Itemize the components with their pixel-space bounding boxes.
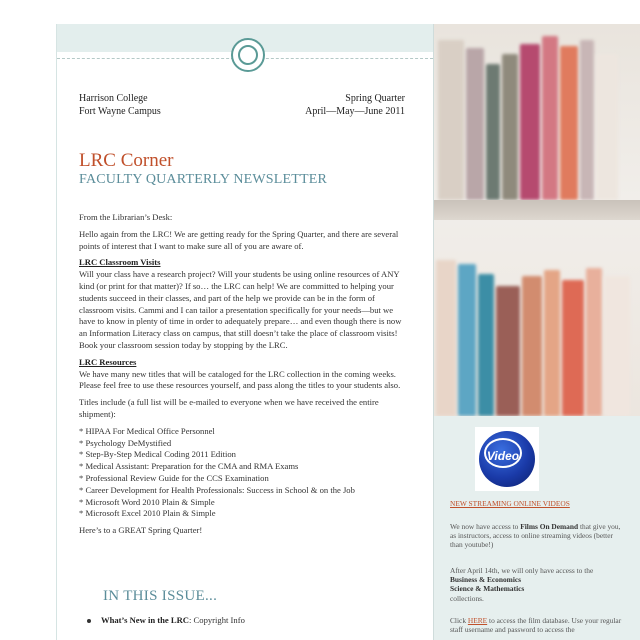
video-label: Video bbox=[486, 449, 520, 463]
header-left bbox=[79, 92, 161, 118]
issue-item-bold: What’s New in the LRC bbox=[101, 615, 190, 625]
list-item: * Medical Assistant: Preparation for the CMA and RMA Exams bbox=[79, 461, 299, 472]
main-column bbox=[57, 24, 433, 640]
resources-heading: LRC Resources bbox=[79, 356, 137, 367]
page-title: LRC Corner bbox=[79, 150, 174, 171]
titles-list bbox=[79, 426, 405, 520]
circle-emblem-icon bbox=[231, 38, 265, 72]
titles-intro: Titles include (a full list will be e-mailed to everyone when we have received the entire shipment): bbox=[79, 397, 379, 419]
article-body bbox=[79, 212, 405, 542]
sidebar-paragraph-1 bbox=[450, 522, 626, 550]
sidebar bbox=[433, 24, 640, 640]
visits-paragraph: Will your class have a research project? Will your students be using online resources of ANY kind (or print for that matter)? If so… the LRC can help! We are committed to helping your students succeed in their classes, and part of the help we provide can be in the form of classroom visits. Cammi and I can tailor a presentation specifically for your needs—but we have to know in plenty of time in order to adequately prepare… and even though there is now an Information Literacy class on campus, that still doesn’t take the place of classroom visits! Book your classroom session today by stopping by the LRC. bbox=[79, 269, 402, 350]
list-item: * Microsoft Excel 2010 Plain & Simple bbox=[79, 508, 216, 519]
sidebar-paragraph-3 bbox=[450, 616, 626, 634]
p3-text-a: Click bbox=[450, 616, 468, 625]
business-collection: Business & Economics bbox=[450, 575, 522, 585]
library-books-photo bbox=[434, 24, 640, 416]
list-item: * Professional Review Guide for the CCS Examination bbox=[79, 472, 269, 483]
p1-text-a: We now have access to bbox=[450, 522, 521, 531]
from-line: From the Librarian’s Desk: bbox=[79, 212, 173, 222]
issue-item-rest: : Copyright Info bbox=[189, 615, 245, 625]
visits-heading: LRC Classroom Visits bbox=[79, 257, 161, 268]
months-label: April—May—June 2011 bbox=[305, 106, 405, 117]
list-item: * Step-By-Step Medical Coding 2011 Edition bbox=[79, 449, 236, 460]
list-item: * Career Development for Health Professionals: Success in School & on the Job bbox=[79, 484, 355, 495]
here-link[interactable]: HERE bbox=[467, 616, 488, 625]
campus-name: Fort Wayne Campus bbox=[79, 106, 161, 117]
p3-text-b: to access the film database. Use your regular staff username and password to access the bbox=[450, 616, 622, 635]
in-this-issue-heading: IN THIS ISSUE... bbox=[103, 588, 218, 604]
sidebar-paragraph-2 bbox=[450, 566, 626, 603]
newsletter-page bbox=[56, 24, 640, 640]
issue-item[interactable] bbox=[87, 615, 245, 625]
quarter-label: Spring Quarter bbox=[345, 93, 405, 104]
video-logo[interactable] bbox=[475, 427, 539, 491]
greeting-paragraph: Hello again from the LRC! We are getting ready for the Spring Quarter, and there are several points of interest that I want to make sure all of you are aware of. bbox=[79, 228, 399, 251]
closing-line: Here’s to a GREAT Spring Quarter! bbox=[79, 525, 203, 536]
page-subtitle: FACULTY QUARTERLY NEWSLETTER bbox=[79, 172, 328, 187]
p1-text-c: that give you, as instructors, access to online streaming videos (better than youtube!) bbox=[450, 522, 621, 550]
science-collection: Science & Mathematics bbox=[450, 584, 525, 594]
list-item: * Microsoft Word 2010 Plain & Simple bbox=[79, 496, 215, 507]
p2-text-a: After April 14th, we will only have access to the bbox=[450, 566, 594, 575]
list-item: * Psychology DeMystified bbox=[79, 437, 172, 448]
header-right bbox=[305, 92, 405, 118]
college-name: Harrison College bbox=[79, 93, 148, 104]
list-item: * HIPAA For Medical Office Personnel bbox=[79, 425, 215, 436]
sidebar-title-link[interactable]: NEW STREAMING ONLINE VIDEOS bbox=[450, 499, 570, 508]
p2-text-d: collections. bbox=[450, 593, 484, 603]
bullet-icon bbox=[87, 619, 91, 623]
films-on-demand: Films On Demand bbox=[520, 522, 579, 531]
resources-paragraph: We have many new titles that will be cataloged for the LRC collection in the coming weeks. Please feel free to use these resources yourself, and pass along the titles to your students also. bbox=[79, 368, 401, 391]
